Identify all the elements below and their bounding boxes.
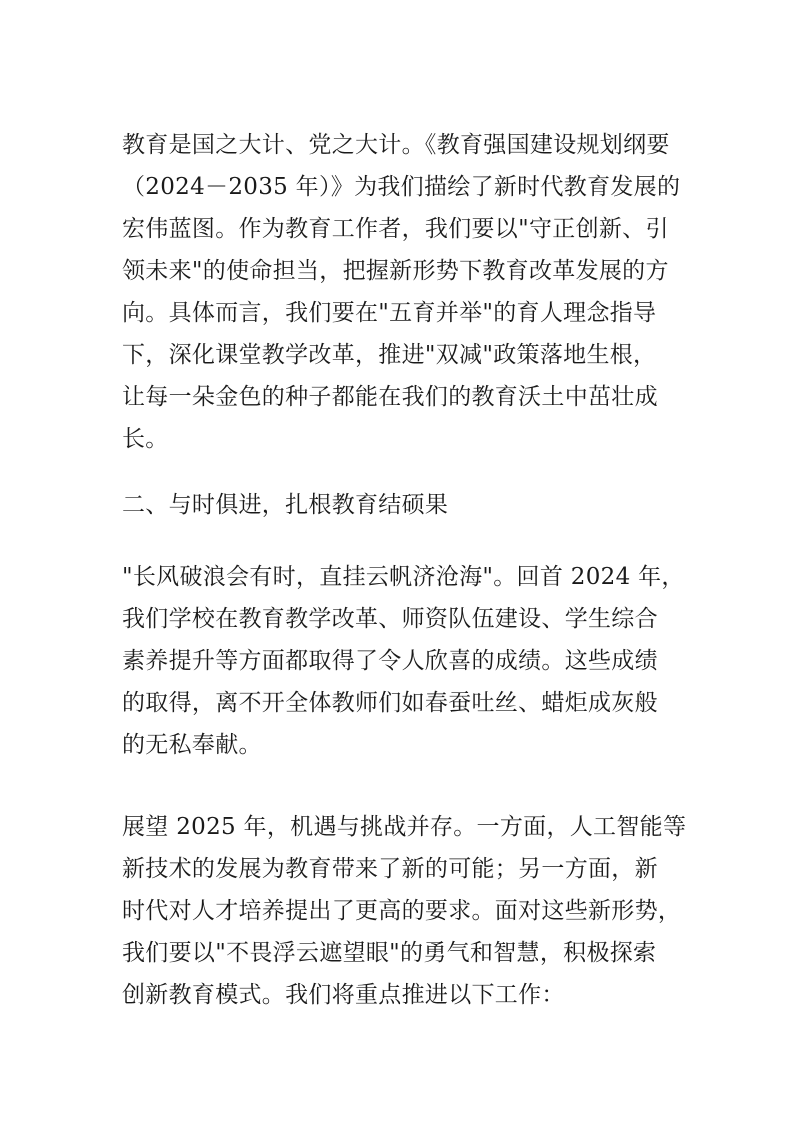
paragraph-2-line: 我们学校在教育教学改革、师资队伍建设、学生综合 <box>122 606 658 632</box>
paragraph-1-line: 宏伟蓝图。作为教育工作者，我们要以"守正创新、引 <box>122 216 669 242</box>
paragraph-2-line: 的无私奉献。 <box>122 732 262 758</box>
paragraph-2-line: "长风破浪会有时，直挂云帆济沧海"。回首 2024 年， <box>122 564 685 590</box>
paragraph-1-line: 让每一朵金色的种子都能在我们的教育沃土中茁壮成 <box>122 384 658 410</box>
paragraph-1-line: 领未来"的使命担当，把握新形势下教育改革发展的方 <box>122 258 669 284</box>
paragraph-3-line: 时代对人才培养提出了更高的要求。面对这些新形势， <box>122 898 682 924</box>
paragraph-3-line: 新技术的发展为教育带来了新的可能；另一方面，新 <box>122 856 658 882</box>
paragraph-1-line: 教育是国之大计、党之大计。《教育强国建设规划纲要 <box>122 132 670 158</box>
paragraph-1-line: （2024－2035 年）》为我们描绘了新时代教育发展的 <box>122 174 681 200</box>
paragraph-2-line: 素养提升等方面都取得了令人欣喜的成绩。这些成绩 <box>122 648 658 674</box>
paragraph-3-line: 我们要以"不畏浮云遮望眼"的勇气和智慧，积极探索 <box>122 940 657 966</box>
paragraph-2-line: 的取得，离不开全体教师们如春蚕吐丝、蜡炬成灰般 <box>122 690 658 716</box>
paragraph-1-line: 向。具体而言，我们要在"五育并举"的育人理念指导 <box>122 300 657 326</box>
section-heading: 二、与时俱进，扎根教育结硕果 <box>122 492 449 518</box>
paragraph-1-line: 下，深化课堂教学改革，推进"双减"政策落地生根， <box>122 342 657 368</box>
paragraph-3-line: 展望 2025 年，机遇与挑战并存。一方面，人工智能等 <box>122 814 687 840</box>
paragraph-3-line: 创新教育模式。我们将重点推进以下工作： <box>122 982 565 1008</box>
paragraph-1-line: 长。 <box>122 426 169 452</box>
